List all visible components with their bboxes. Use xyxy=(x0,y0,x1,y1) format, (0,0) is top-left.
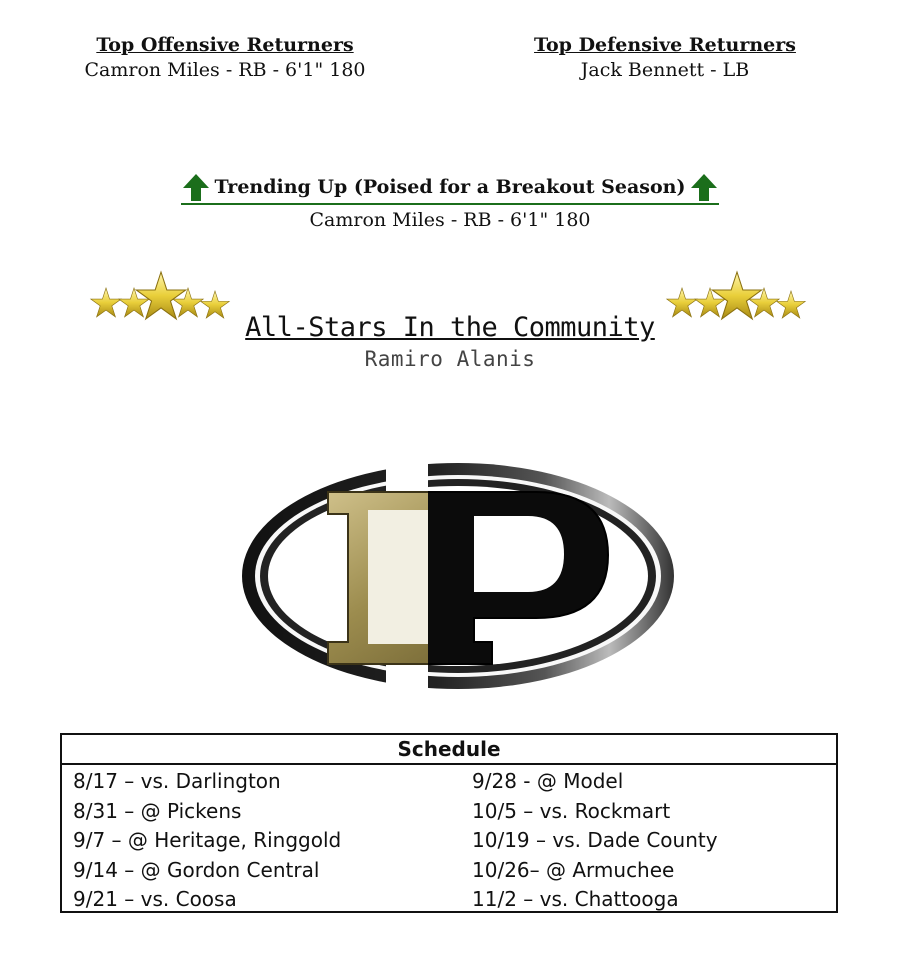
schedule-column-left xyxy=(62,767,462,915)
schedule-game: 9/21 – vs. Coosa xyxy=(73,887,237,911)
schedule-title: Schedule xyxy=(62,735,836,765)
schedule-table xyxy=(60,733,838,913)
trending-section xyxy=(150,172,750,231)
offensive-returners xyxy=(40,34,410,81)
defensive-player: Jack Bennett - LB xyxy=(580,59,750,81)
schedule-game: 10/26– @ Armuchee xyxy=(472,857,675,882)
schedule-grid xyxy=(62,765,836,915)
schedule-column-right xyxy=(462,767,838,915)
schedule-game: 9/7 – @ Heritage, Ringgold xyxy=(73,828,342,852)
trending-heading-line xyxy=(181,172,720,205)
schedule-game: 9/28 - @ Model xyxy=(472,769,624,793)
schedule-game: 8/31 – @ Pickens xyxy=(73,798,242,823)
defensive-heading: Top Defensive Returners xyxy=(534,34,796,56)
trending-heading: Trending Up (Poised for a Breakout Season) xyxy=(214,176,686,198)
team-logo xyxy=(236,450,682,700)
community-section xyxy=(150,312,750,371)
schedule-game: 11/2 – vs. Chattooga xyxy=(472,887,679,911)
trending-player: Camron Miles - RB - 6'1" 180 xyxy=(309,209,591,231)
schedule-game: 10/5 – vs. Rockmart xyxy=(472,798,671,823)
community-heading: All-Stars In the Community xyxy=(245,312,655,343)
up-arrow-icon xyxy=(181,172,211,202)
defensive-returners xyxy=(480,34,850,81)
up-arrow-icon xyxy=(689,172,719,202)
offensive-player: Camron Miles - RB - 6'1" 180 xyxy=(84,59,366,81)
schedule-game: 8/17 – vs. Darlington xyxy=(73,769,281,793)
schedule-game: 10/19 – vs. Dade County xyxy=(472,828,718,852)
offensive-heading: Top Offensive Returners xyxy=(96,34,354,56)
community-name: Ramiro Alanis xyxy=(364,347,536,371)
schedule-game: 9/14 – @ Gordon Central xyxy=(73,857,320,882)
